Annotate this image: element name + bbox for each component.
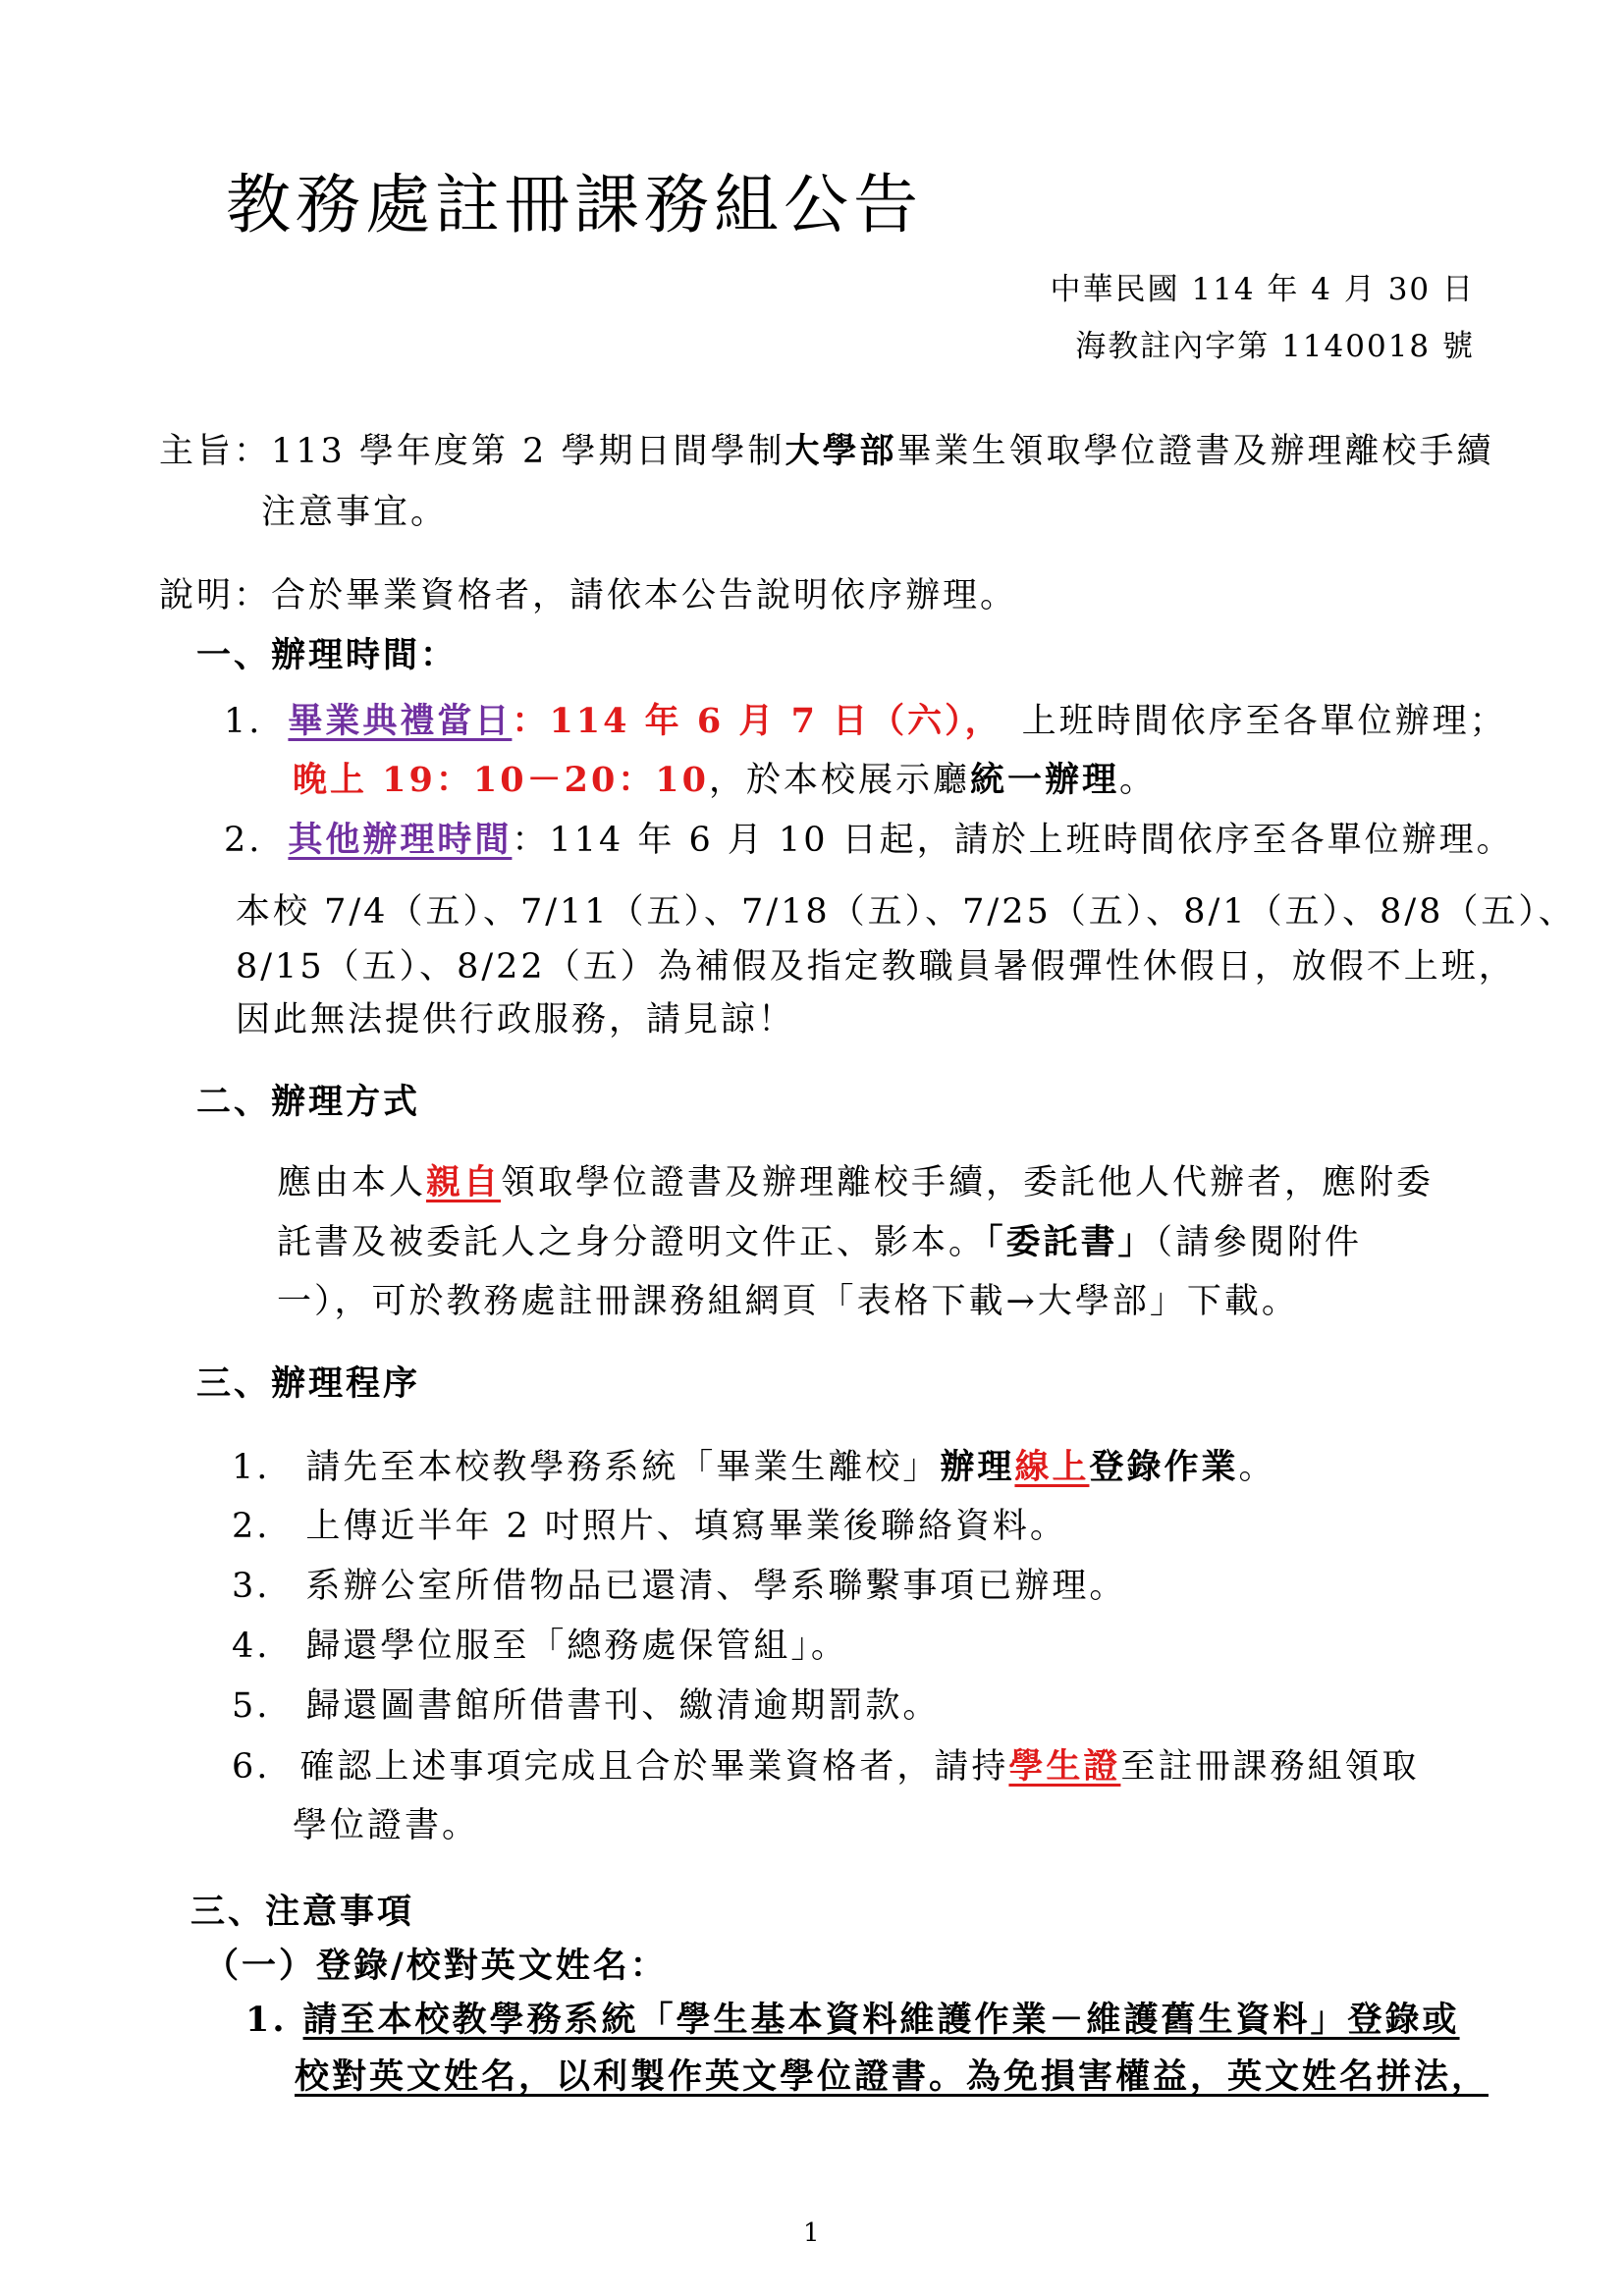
method-text-c: 領取學位證書及辦理離校手續，委託他人代辦者，應附委 — [501, 1163, 1435, 1202]
procedure-text: 歸還學位服至「總務處保管組」。 — [305, 1627, 848, 1666]
english-name-item-1-line-2: 校對英文姓名，以利製作英文學位證書。為免損害權益，英文姓名拼法， — [295, 2056, 1489, 2097]
graduation-date: 114 年 6 月 7 日（六）， — [549, 701, 1002, 741]
procedure-item-5 — [232, 1686, 941, 1726]
evening-rest: ，於本校展示廳 — [709, 761, 971, 800]
procedure-item-2 — [232, 1507, 1067, 1546]
procedure-text-a: 請先至本校教學務系統「畢業生離校」 — [305, 1448, 941, 1487]
procedure-handle: 辦理 — [940, 1447, 1015, 1487]
section2-heading: 二、辦理方式 — [196, 1082, 421, 1122]
section2-line-1 — [277, 1162, 1435, 1202]
item-number: 3. — [232, 1567, 271, 1606]
section2-line-3: 一），可於教務處註冊課務組網頁「表格下載→大學部」下載。 — [277, 1282, 1299, 1321]
procedure-text: 歸還圖書館所借書刊、繳清逾期罰款。 — [305, 1686, 941, 1726]
in-person: 親自 — [426, 1162, 502, 1202]
label-colon: ： — [512, 701, 550, 741]
item1-text: 上班時間依序至各單位辦理； — [1021, 702, 1507, 741]
item-number: 2. — [224, 821, 263, 860]
procedure-text: 上傳近半年 2 吋照片、填寫畢業後聯絡資料。 — [305, 1507, 1067, 1546]
english-name-item-1-line-1 — [245, 2000, 1460, 2040]
item1-end: 。 — [1119, 761, 1158, 800]
subject-bold: 大學部 — [785, 431, 897, 471]
subject-rest: 畢業生領取學位證書及辦理離校手續 — [896, 432, 1494, 471]
procedure-item-6-line-2: 學位證書。 — [293, 1806, 480, 1845]
section1-heading: 一、辦理時間： — [196, 635, 459, 675]
procedure-item-3 — [232, 1567, 1127, 1606]
item2-text: ：114 年 6 月 10 日起，請於上班時間依序至各單位辦理。 — [512, 821, 1514, 860]
section3-heading: 三、辦理程序 — [196, 1363, 421, 1404]
section1-item1-line2 — [293, 760, 1158, 800]
graduation-day-label: 畢業典禮當日 — [288, 701, 513, 741]
holiday-note-line-2: 8/15（五）、8/22（五）為補假及指定教職員暑假彈性休假日，放假不上班， — [236, 947, 1516, 987]
subject-line-1 — [159, 431, 1494, 471]
procedure-text-c: 至註冊課務組領取 — [1120, 1747, 1420, 1787]
item-number: 1. — [245, 2000, 288, 2040]
english-name-text-1: 請至本校教學務系統「學生基本資料維護作業－維護舊生資料」登錄或 — [302, 2000, 1460, 2040]
student-id-card: 學生證 — [1008, 1746, 1121, 1787]
power-of-attorney: 「委託書」 — [986, 1222, 1156, 1262]
explanation: 說明：合於畢業資格者，請依本公告說明依序辦理。 — [159, 576, 1018, 615]
subsection-english-name: （一）登錄/校對英文姓名： — [204, 1946, 668, 1986]
subject-prefix: 主旨：113 學年度第 2 學期日間學制 — [159, 432, 785, 471]
procedure-item-4 — [232, 1629, 848, 1664]
item-number: 5. — [232, 1686, 271, 1726]
method-text-d: 託書及被委託人之身分證明文件正、影本。 — [277, 1223, 987, 1262]
item-number: 1. — [224, 702, 263, 741]
evening-time: 晚上 19：10－20：10 — [293, 760, 710, 800]
procedure-text: 系辦公室所借物品已還清、學系聯繫事項已辦理。 — [305, 1567, 1127, 1606]
item-number: 4. — [232, 1627, 271, 1666]
holiday-note-line-3: 因此無法提供行政服務，請見諒！ — [236, 1000, 796, 1040]
unified-processing: 統一辦理 — [970, 760, 1120, 800]
subject-line-2: 注意事宜。 — [261, 493, 449, 532]
online: 線上 — [1014, 1447, 1090, 1487]
page-title: 教務處註冊課務組公告 — [226, 167, 923, 242]
registration-task: 登錄作業 — [1089, 1447, 1239, 1487]
procedure-item-1 — [232, 1447, 1276, 1487]
page-number: 1 — [803, 2218, 820, 2248]
announcement-date: 中華民國 114 年 4 月 30 日 — [1050, 272, 1475, 307]
item-number: 1. — [232, 1448, 271, 1487]
procedure-text-a: 確認上述事項完成且合於畢業資格者，請持 — [299, 1747, 1009, 1787]
section1-item2 — [224, 820, 1514, 860]
item-number: 2. — [232, 1507, 271, 1546]
method-text-e: （請參閱附件 — [1155, 1223, 1363, 1262]
procedure-end: 。 — [1238, 1448, 1276, 1487]
other-time-label: 其他辦理時間 — [288, 820, 513, 860]
section2-line-2 — [277, 1222, 1363, 1262]
item-number: 6. — [232, 1747, 271, 1787]
method-text-a: 應由本人 — [277, 1163, 427, 1202]
holiday-note-line-1: 本校 7/4（五）、7/11（五）、7/18（五）、7/25（五）、8/1（五）、8/8（五）、 — [236, 892, 1576, 932]
section4-heading: 三、注意事項 — [190, 1892, 415, 1932]
procedure-item-6 — [232, 1746, 1420, 1787]
section1-item1-line1 — [224, 701, 1507, 741]
document-number: 海教註內字第 1140018 號 — [1075, 329, 1475, 364]
